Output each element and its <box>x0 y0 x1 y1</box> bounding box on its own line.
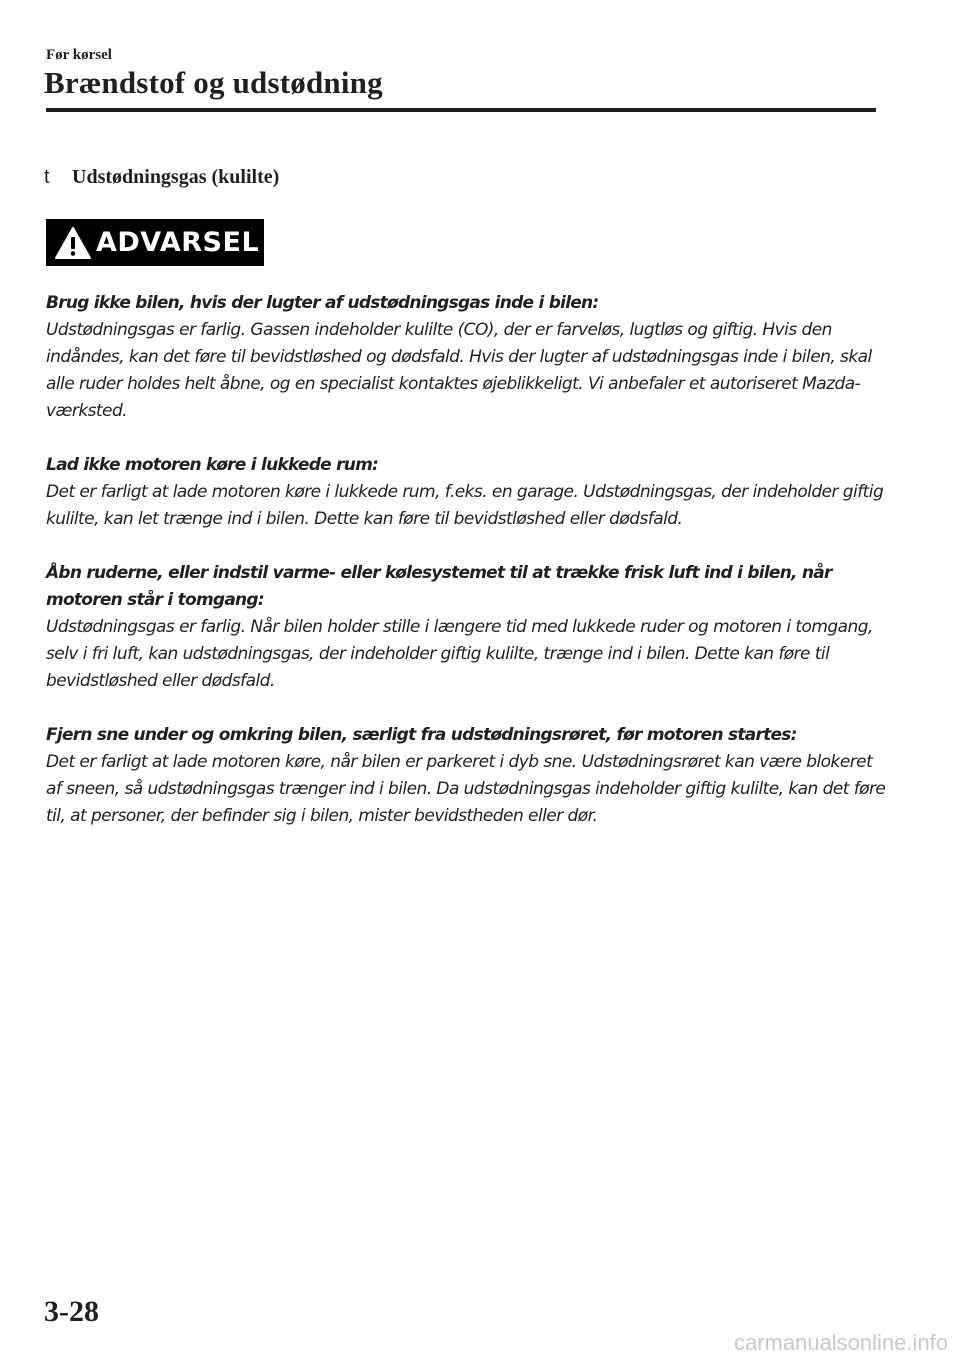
warning-block-lead: Lad ikke motoren køre i lukkede rum: <box>46 455 379 475</box>
warning-block-text: Det er farligt at lade motoren køre i lukkede rum, f.eks. en garage. Udstødningsgas, der indeholder giftig kulilte, kan let trænge ind i bilen. Dette kan føre til bevidstløshed eller dødsfald. <box>46 482 884 529</box>
warning-banner <box>46 219 264 266</box>
warning-block-text: Udstødningsgas er farlig. Når bilen holder stille i længere tid med lukkede ruder og motoren i tomgang, selv i fri luft, kan udstødningsgas, der indeholder giftig kulilte, trænge ind i bilen. Dette kan føre til bevidstløshed eller dødsfald. <box>46 617 873 691</box>
warning-label: ADVARSEL <box>96 226 260 258</box>
warning-triangle-icon <box>54 226 92 260</box>
warning-block <box>46 452 886 533</box>
watermark: carmanualsonline.info <box>733 1330 948 1355</box>
section-heading-text: Udstødningsgas (kulilte) <box>72 166 280 188</box>
title-divider <box>46 108 876 112</box>
warning-block <box>46 722 886 830</box>
warning-block <box>46 560 886 695</box>
warning-block-lead: Brug ikke bilen, hvis der lugter af udstødningsgas inde i bilen: <box>46 293 599 313</box>
warning-content <box>46 290 886 857</box>
page-title: Brændstof og udstødning <box>44 65 383 100</box>
chapter-label: Før kørsel <box>46 47 112 63</box>
warning-block-text: Udstødningsgas er farlig. Gassen indeholder kulilte (CO), der er farveløs, lugtløs og giftig. Hvis den indåndes, kan det føre til bevidstløshed og dødsfald. Hvis der lugter af udstødningsgas inde i bilen, skal alle ruder holdes helt åbne, og en specialist kontaktes øjeblikkeligt. Vi anbefaler et autoriseret Mazda-værksted. <box>46 320 872 421</box>
warning-block <box>46 290 886 425</box>
section-heading <box>44 164 279 190</box>
page-number: 3-28 <box>44 1295 99 1328</box>
section-bullet: t <box>44 166 50 188</box>
warning-block-text: Det er farligt at lade motoren køre, når bilen er parkeret i dyb sne. Udstødningsrøret kan være blokeret af sneen, så udstødningsgas trænger ind i bilen. Da udstødningsgas indeholder giftig kulilte, kan det føre til, at personer, der befinder sig i bilen, mister bevidstheden eller dør. <box>46 752 886 826</box>
warning-block-lead: Åbn ruderne, eller indstil varme- eller kølesystemet til at trække frisk luft ind i bilen, når motoren står i tomgang: <box>46 563 832 610</box>
warning-block-lead: Fjern sne under og omkring bilen, særligt fra udstødningsrøret, før motoren startes: <box>46 725 797 745</box>
